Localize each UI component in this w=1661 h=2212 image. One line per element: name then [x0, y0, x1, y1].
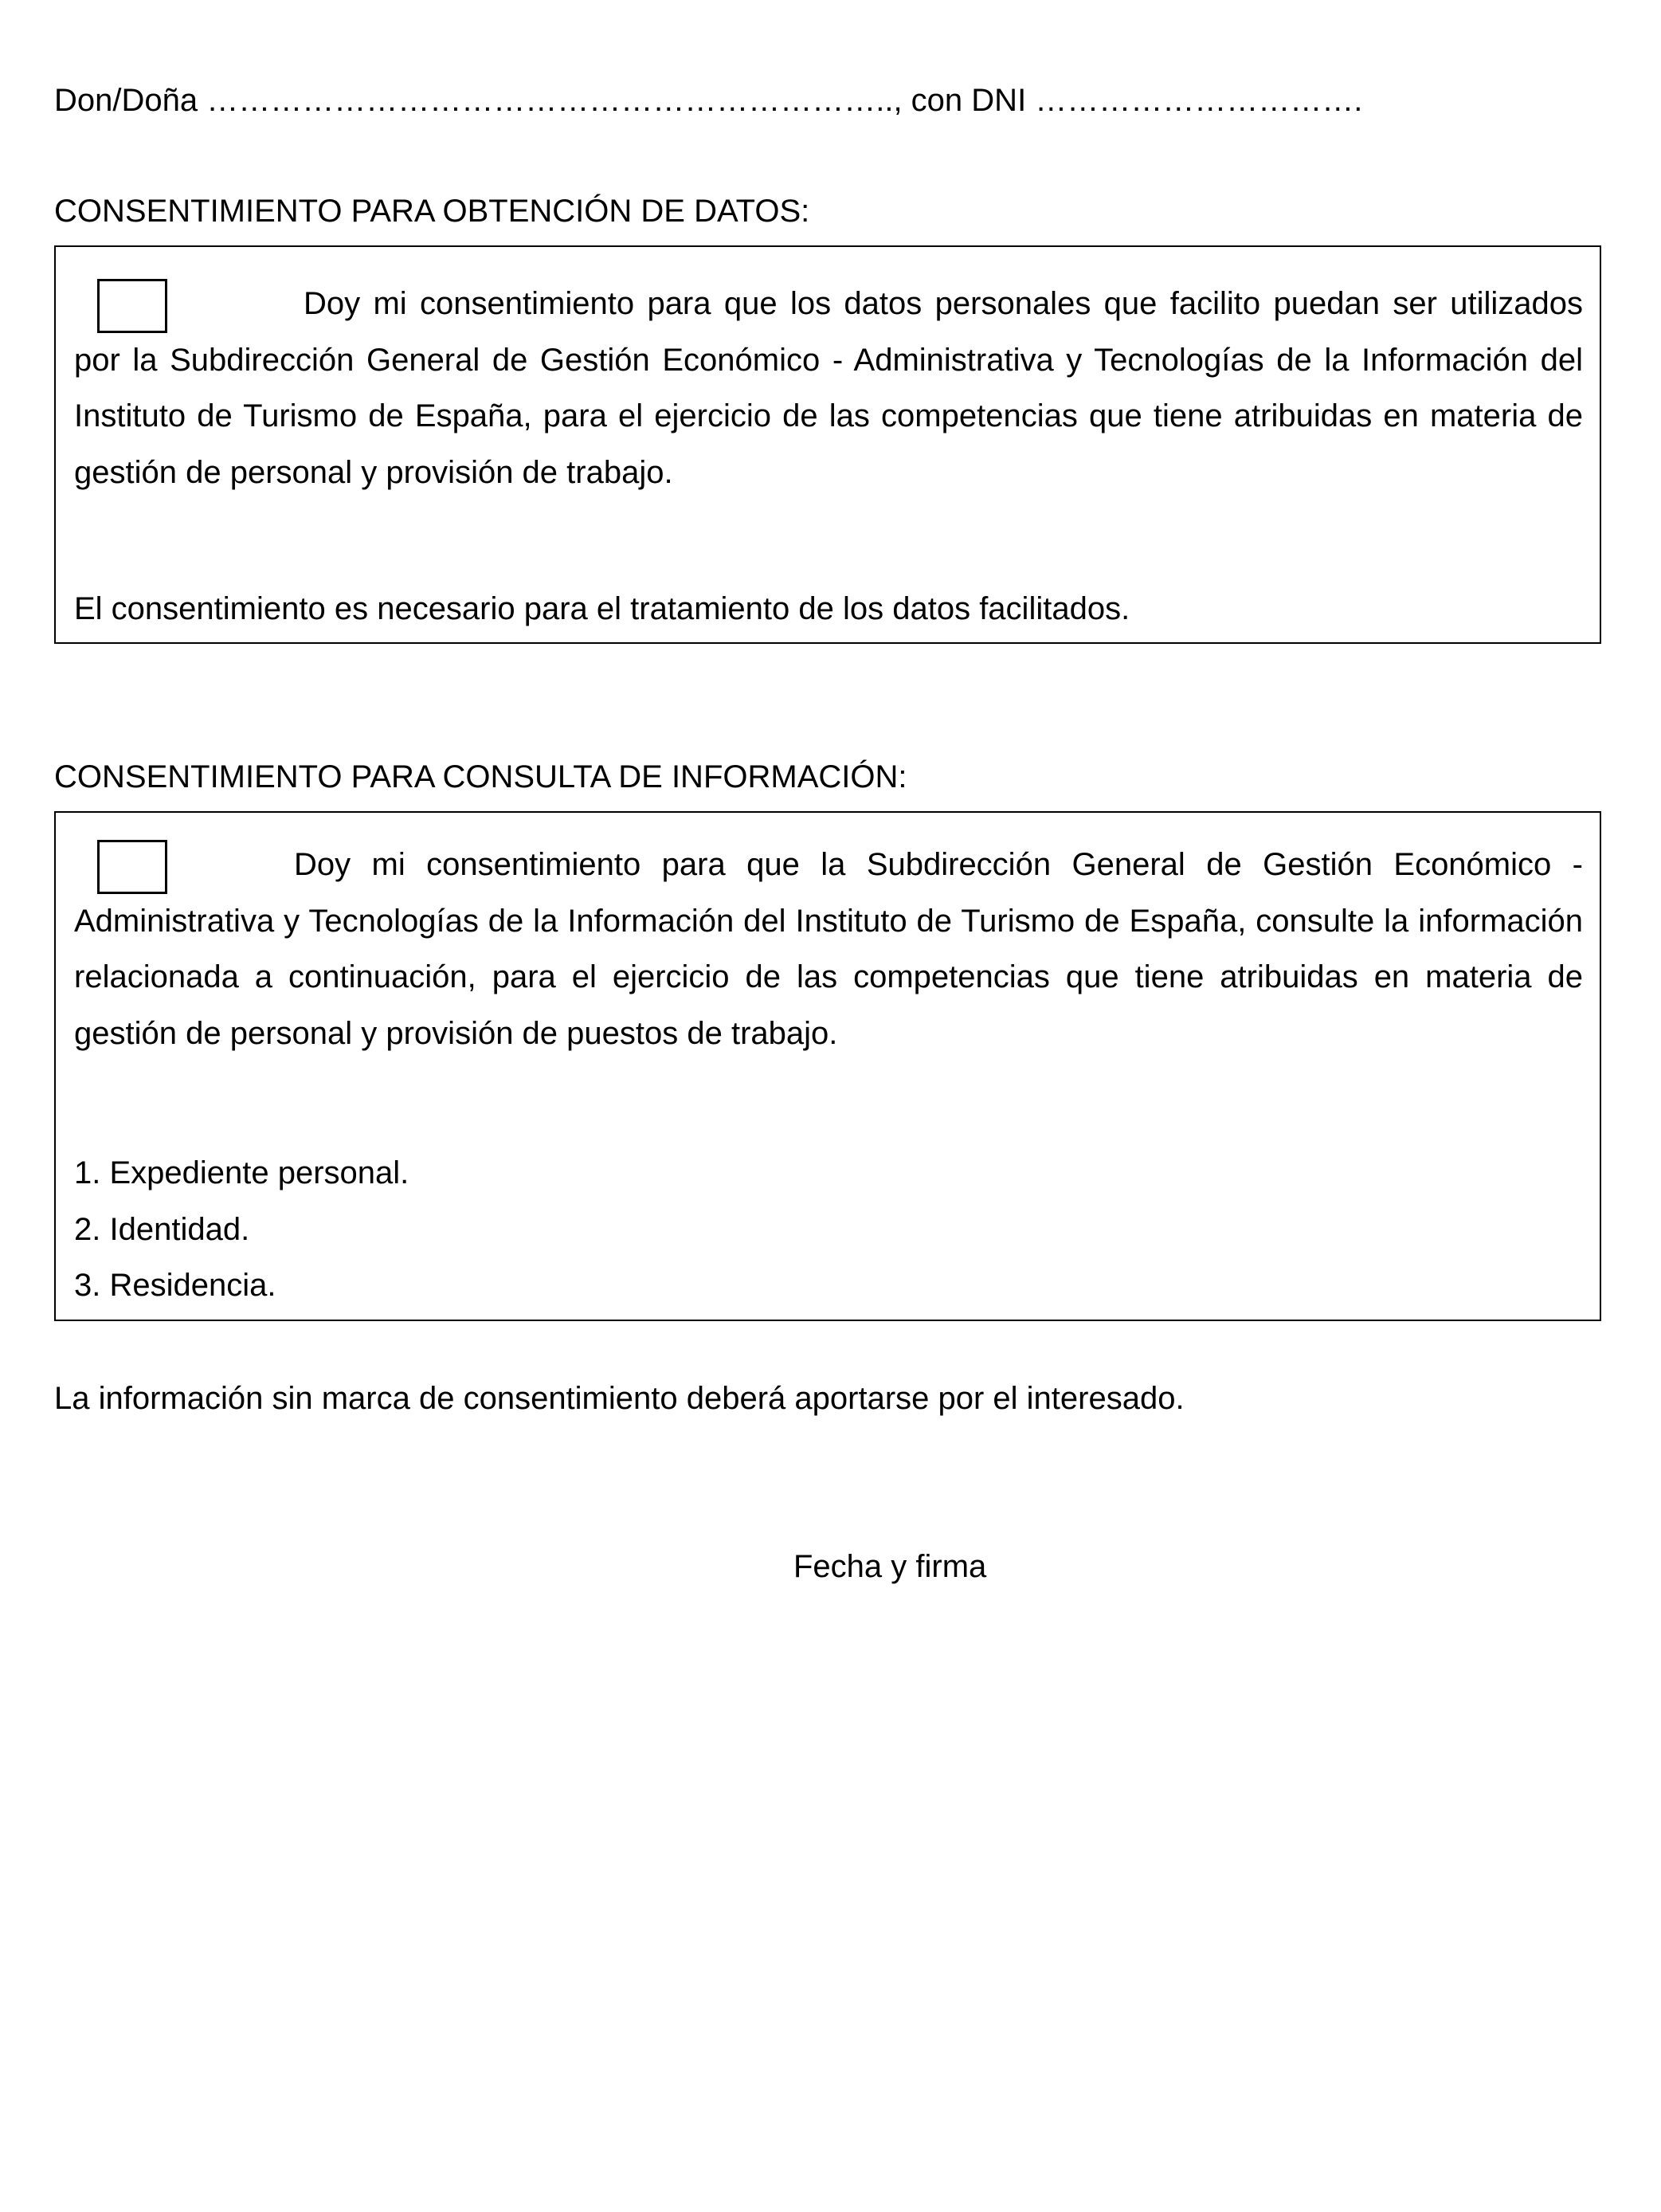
section2-heading: CONSENTIMIENTO PARA CONSULTA DE INFORMACIÓN: [54, 759, 907, 794]
footer-note: La información sin marca de consentimiento deberá aportarse por el interesado. [54, 1381, 1185, 1416]
section1-consent-paragraph: Doy mi consentimiento para que los datos personales que facilito puedan ser utilizados por la Subdirección General de Gestión Económico - Administrativa y Tecnologías de la Información del Instituto de Turismo de España, para el ejercicio de las competencias que tiene atribuidas en materia de gestión de personal y provisión de trabajo. [74, 286, 1583, 490]
section1-consent-note: El consentimiento es necesario para el tratamiento de los datos facilitados. [74, 591, 1130, 626]
section2-consent-box [54, 811, 1601, 1321]
name-dni-field-line: Don/Doña ……………………………………………………….., con DNI …………………………. [54, 83, 1363, 118]
section2-consent-text [74, 837, 1583, 1061]
list-item: 3. Residencia. [74, 1268, 276, 1303]
list-item: 1. Expediente personal. [74, 1155, 409, 1190]
section1-heading: CONSENTIMIENTO PARA OBTENCIÓN DE DATOS: [54, 194, 810, 229]
section2-consent-paragraph: Doy mi consentimiento para que la Subdirección General de Gestión Económico - Administrativa y Tecnologías de la Información del Instituto de Turismo de España, consulte la información relacionada a continuación, para el ejercicio de las competencias que tiene atribuidas en materia de gestión de personal y provisión de puestos de trabajo. [74, 847, 1583, 1051]
section1-consent-text [74, 276, 1583, 500]
signature-label: Fecha y firma [793, 1549, 987, 1584]
section1-consent-box [54, 245, 1601, 644]
list-item: 2. Identidad. [74, 1212, 250, 1247]
